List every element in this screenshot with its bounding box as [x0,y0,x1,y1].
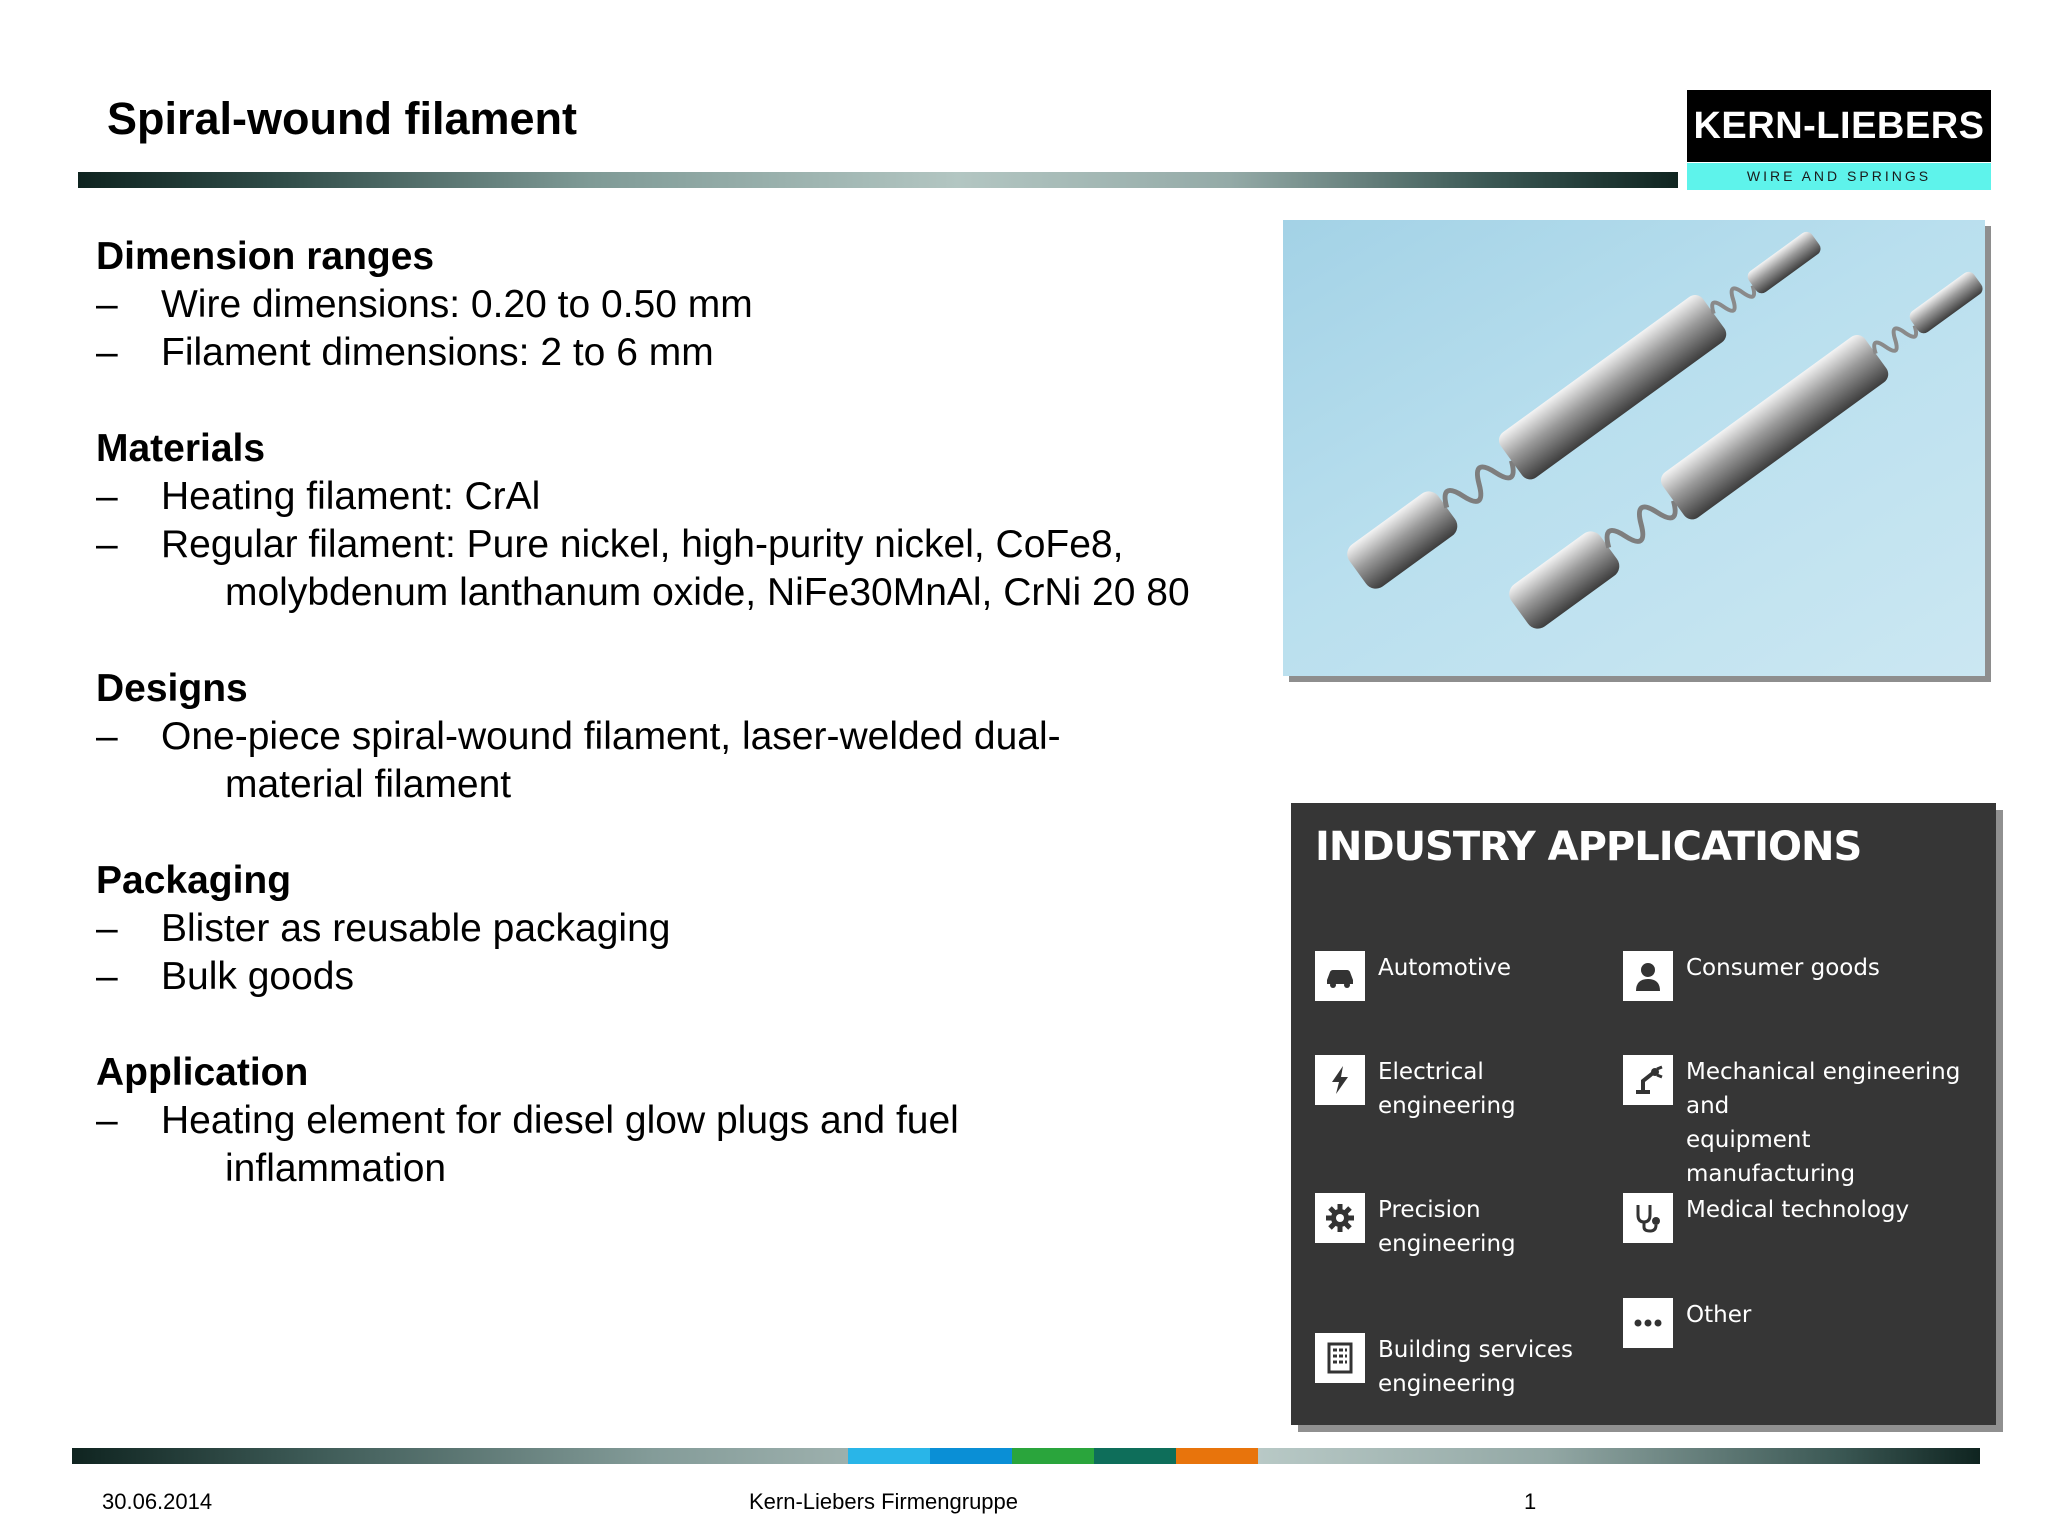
industry-item-label: Building services engineering [1378,1337,1573,1397]
footer-stripe-gradient-right [1258,1448,1980,1464]
section-designs [96,665,1236,809]
bullet-text: Heating filament: CrAl [161,475,541,518]
industry-item-label: Consumer goods [1686,955,1880,981]
bullet-dash: – [96,907,118,950]
bullet-dash: – [96,283,118,326]
gear-icon [1315,1193,1365,1243]
footer-company: Kern-Liebers Firmengruppe [749,1489,1019,1514]
spiral-filament-illustration [1283,220,1985,676]
robot-arm-icon [1623,1055,1673,1105]
bullet-text-continued: molybdenum lanthanum oxide, NiFe30MnAl, CrNi 20 80 [225,571,1190,614]
bullet-item [96,905,1236,953]
bullet-item [96,953,1236,1001]
bullet-item [96,473,1236,521]
footer-stripe-teal [1094,1448,1176,1464]
kern-liebers-logo [1687,90,1991,190]
industry-item-label: Automotive [1378,955,1512,981]
logo-tagline: WIRE AND SPRINGS [1687,163,1991,190]
industry-applications-panel [1291,803,1996,1425]
filament-photo [1283,220,1985,676]
footer-stripe-bar [72,1448,1980,1464]
bullet-text: Wire dimensions: 0.20 to 0.50 mm [161,283,753,326]
lightning-icon [1315,1055,1365,1105]
bullet-text: Bulk goods [161,955,354,998]
footer-page-number: 1 [1524,1489,1537,1514]
bullet-item [96,281,1236,329]
section-heading: Dimension ranges [96,235,435,278]
section-dimension-ranges [96,233,1236,377]
section-heading: Designs [96,667,248,710]
industry-applications-title: INDUSTRY APPLICATIONS [1315,824,1862,870]
bullet-item [96,329,1236,377]
bullet-dash: – [96,1099,118,1142]
section-packaging [96,857,1236,1001]
spec-content [96,233,1236,1241]
bullet-text-continued: inflammation [225,1147,447,1190]
bullet-dash: – [96,475,118,518]
industry-item-label: Mechanical engineering and equipment manufacturing [1686,1059,1961,1187]
person-icon [1623,951,1673,1001]
bullet-text: Filament dimensions: 2 to 6 mm [161,331,714,374]
bullet-text: Heating element for diesel glow plugs and fuel [161,1099,959,1142]
bullet-text: One-piece spiral-wound filament, laser-welded dual- [161,715,1061,758]
bullet-dash: – [96,955,118,998]
footer-stripe-light-blue [848,1448,930,1464]
bullet-text: Regular filament: Pure nickel, high-purity nickel, CoFe8, [161,523,1124,566]
slide-title: Spiral-wound filament [107,93,578,144]
section-materials [96,425,1236,617]
industry-item-label: Electrical engineering [1378,1059,1516,1119]
section-heading: Application [96,1051,309,1094]
footer-stripe-green [1012,1448,1094,1464]
bullet-dash: – [96,715,118,758]
industry-item-label: Other [1686,1302,1752,1328]
stethoscope-icon [1623,1193,1673,1243]
bullet-dash: – [96,331,118,374]
title-gradient-bar [78,172,1678,188]
bullet-item [96,713,1236,809]
bullet-item [96,521,1236,617]
logo-wordmark: KERN-LIEBERS [1687,90,1991,162]
section-heading: Materials [96,427,266,470]
industry-item-label: Precision engineering [1378,1197,1516,1257]
section-application [96,1049,1236,1193]
footer-stripe-orange [1176,1448,1258,1464]
section-heading: Packaging [96,859,292,902]
bullet-text-continued: material filament [225,763,512,806]
building-icon [1315,1333,1365,1383]
bullet-dash: – [96,523,118,566]
footer-date: 30.06.2014 [102,1489,213,1514]
bullet-item [96,1097,1236,1193]
footer-stripe-gradient [72,1448,848,1464]
footer-stripe-blue [930,1448,1012,1464]
industry-item-label: Medical technology [1686,1197,1910,1223]
car-icon [1315,951,1365,1001]
bullet-text: Blister as reusable packaging [161,907,671,950]
